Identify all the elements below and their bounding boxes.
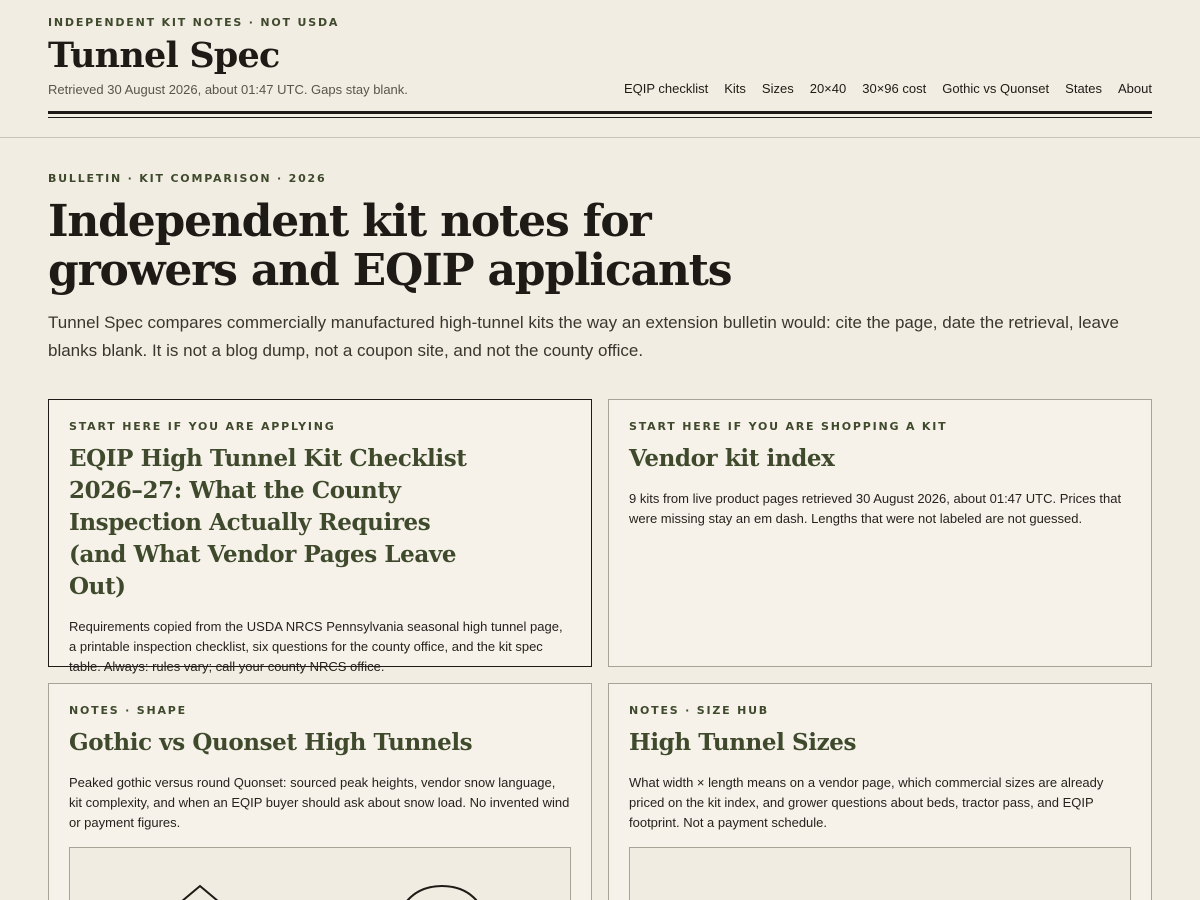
site-title[interactable]: Tunnel Spec (48, 35, 280, 76)
nav-kits[interactable]: Kits (724, 81, 746, 96)
hero-title: Independent kit notes for growers and EQIP applicants (48, 196, 732, 296)
brand-block (48, 29, 408, 97)
nav-about[interactable]: About (1118, 81, 1152, 96)
card-vendor-kit-index[interactable] (608, 399, 1152, 667)
hero-kicker: BULLETIN · KIT COMPARISON · 2026 (48, 172, 327, 185)
retrieval-note: Retrieved 30 August 2026, about 01:47 UTC. Gaps stay blank. (48, 82, 408, 97)
card-title[interactable]: High Tunnel Sizes (629, 729, 857, 756)
brand-row (48, 29, 1152, 97)
card-kicker: NOTES · SHAPE (69, 704, 187, 717)
card-gothic-vs-quonset[interactable] (48, 683, 592, 900)
nav-eqip-checklist[interactable]: EQIP checklist (623, 81, 709, 96)
card-kicker: START HERE IF YOU ARE APPLYING (69, 420, 336, 433)
tunnel-shape-diagram (69, 847, 571, 900)
quonset-profile-icon (390, 886, 494, 900)
nav-sizes[interactable]: Sizes (761, 81, 794, 96)
card-title[interactable]: EQIP High Tunnel Kit Checklist 2026–27: What the County Inspection Actually Requires (and What Vendor Pages Leave Out) (69, 445, 467, 600)
card-body: What width × length means on a vendor page, which commercial sizes are already priced on the kit index, and grower questions about beds, tractor pass, and EQIP footprint. Not a payment schedule. (629, 775, 1104, 830)
card-body: Peaked gothic versus round Quonset: sourced peak heights, vendor snow language, kit complexity, and when an EQIP buyer should ask about snow load. No invented wind or payment figures. (69, 775, 570, 830)
site-header (0, 0, 1200, 138)
card-grid (48, 399, 1152, 900)
header-double-rule (48, 111, 1152, 118)
size-footprint-diagram (629, 847, 1131, 900)
card-kicker: NOTES · SIZE HUB (629, 704, 769, 717)
hero-lead: Tunnel Spec compares commercially manufactured high-tunnel kits the way an extension bulletin would: cite the page, date the retrieval, leave blanks blank. It is not a blog dump, not a coupon site, and not the county office. (48, 313, 1119, 360)
nav-gothic-vs-quonset[interactable]: Gothic vs Quonset (942, 81, 1050, 96)
card-body: 9 kits from live product pages retrieved 30 August 2026, about 01:47 UTC. Prices that were missing stay an em dash. Lengths that were not labeled are not guessed. (629, 491, 1122, 526)
nav-states[interactable]: States (1065, 81, 1103, 96)
nav-20x40[interactable]: 20×40 (809, 81, 847, 96)
card-high-tunnel-sizes[interactable] (608, 683, 1152, 900)
main-content (0, 138, 1200, 900)
card-title[interactable]: Gothic vs Quonset High Tunnels (69, 729, 473, 756)
tunnel-profiles-illustration (70, 848, 571, 900)
gothic-profile-icon (150, 886, 250, 900)
card-eqip-checklist[interactable] (48, 399, 592, 674)
card-body: Requirements copied from the USDA NRCS Pennsylvania seasonal high tunnel page, a printable inspection checklist, six questions for the county office, and the kit spec table. Always: rules vary; call your county NRCS office. (69, 619, 563, 674)
nav-30x96-cost[interactable]: 30×96 cost (862, 81, 927, 96)
card-title[interactable]: Vendor kit index (629, 445, 835, 472)
footprint-illustration (630, 848, 1131, 900)
top-nav (624, 81, 1152, 97)
site-kicker: INDEPENDENT KIT NOTES · NOT USDA (48, 16, 340, 29)
card-kicker: START HERE IF YOU ARE SHOPPING A KIT (629, 420, 948, 433)
